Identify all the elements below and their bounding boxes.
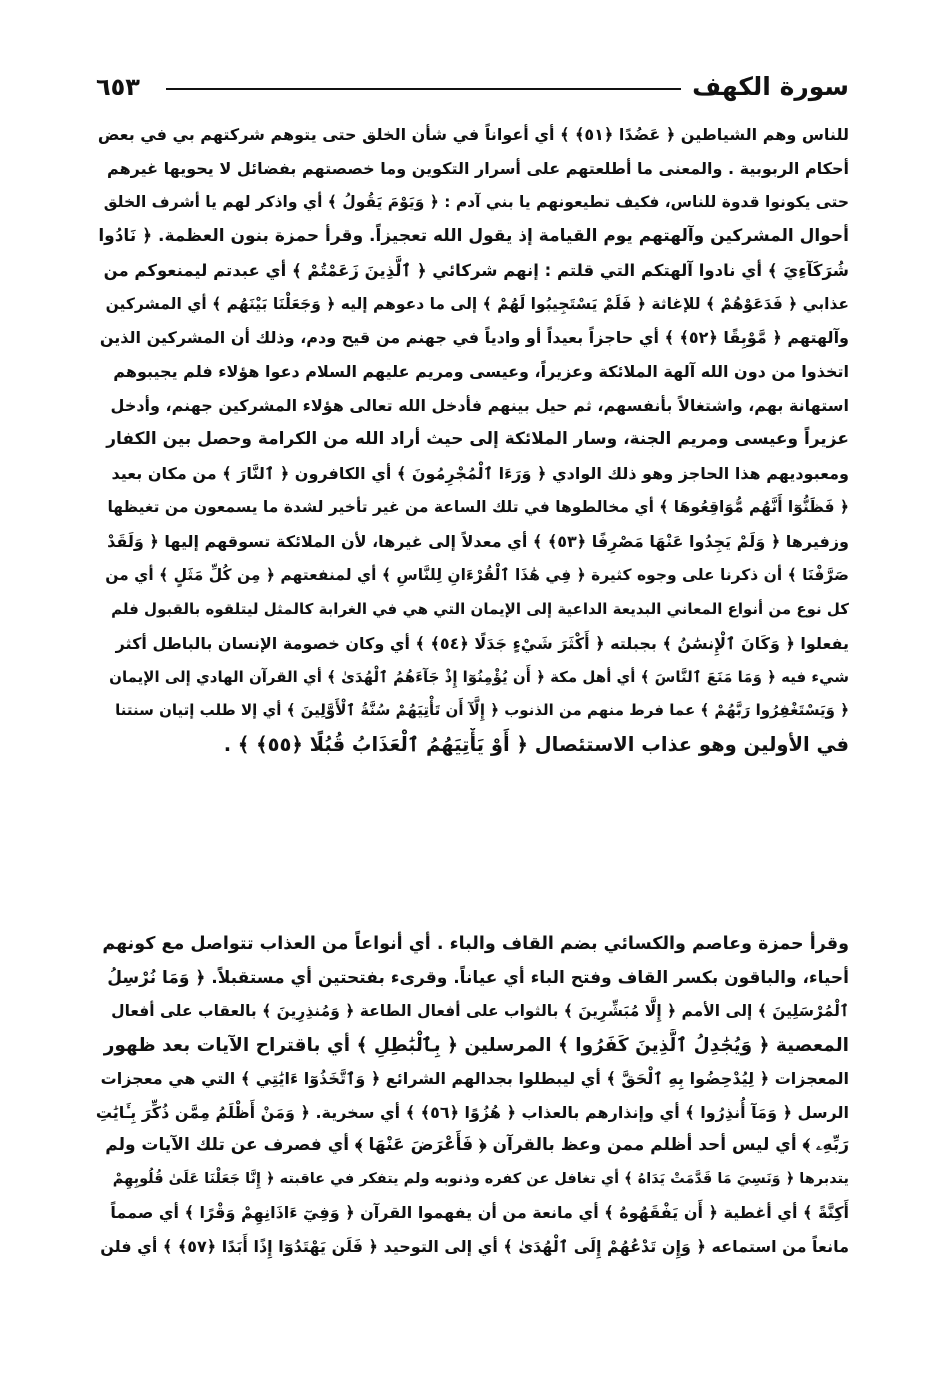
text-line: استهانة بهم، واشتغالاً بأنفسهم، ثم حيل بينهم فأدخل الله تعالى هؤلاء المشركين جهنم، وأدخل <box>110 396 849 416</box>
text-line: حتى يكونوا قدوة للناس، فكيف تطيعونهم يا بني آدم : ﴿ وَيَوْمَ يَقُولُ ﴾ أي واذكر لهم يا أشرف الخلق <box>103 192 849 211</box>
surah-title: سورة الكهف <box>692 72 849 101</box>
page-number: ٦٥٣ <box>96 73 140 101</box>
text-line: الرسل ﴿ وَمَآ أُنذِرُوا ﴾ أي وإنذارهم بالعذاب ﴿ هُزُوًا ﴿٥٦﴾ ﴾ أي سخرية. ﴿ وَمَنْ أَظْلَمُ مِمَّن ذُكِّرَ بِـَٔايَٰتِ <box>96 1102 849 1122</box>
text-line: مانعاً من استماعه ﴿ وَإِن تَدْعُهُمْ إِلَى ٱلْهُدَىٰ ﴾ أي إلى التوحيد ﴿ فَلَن يَهْتَدُوٓا إِذًا أَبَدًا ﴿٥٧﴾ ﴾ أي فلن <box>100 1236 849 1256</box>
page-header <box>96 68 849 108</box>
text-line: أحكام الربوبية . والمعنى ما أطلعتهم على أسرار التكوين وما خصصتهم بفضائل لا يحويها غيرهم <box>107 158 849 178</box>
text-line: وزفيرها ﴿ وَلَمْ يَجِدُوا عَنْهَا مَصْرِفًا ﴿٥٣﴾ ﴾ أي معدلاً إلى غيرها، لأن الملائكة تسوقهم إليها ﴿ وَلَقَدْ <box>107 531 849 551</box>
text-line: المعصية ﴿ وَيُجَٰدِلُ ٱلَّذِينَ كَفَرُوا ﴾ المرسلين ﴿ بِٱلْبَٰطِلِ ﴾ أي باقتراح الآيات بعد ظهور <box>103 1034 849 1056</box>
text-line: أَكِنَّةً ﴾ أي أغطية ﴿ أَن يَفْقَهُوهُ ﴾ أي مانعة من أن يفهموا القرآن ﴿ وَفِيٓ ءَاذَانِهِمْ وَقْرًا ﴾ أي صمماً <box>110 1203 849 1222</box>
text-line: كل نوع من أنواع المعاني البديعة الداعية إلى الإيمان التي هي في الغرابة كالمثل ليتلقوه بالقبول فلم <box>111 599 849 618</box>
text-line: عزيراً وعيسى ومريم الجنة، وسار الملائكة إلى حيث أراد الله من الكرامة وحصل بين الكفار <box>106 429 849 450</box>
text-line: ﴿ وَيَسْتَغْفِرُوا رَبَّهُمْ ﴾ عما فرط منهم من الذنوب ﴿ إِلَّآ أَن تَأْتِيَهُمْ سُنَّةُ ٱلْأَوَّلِينَ ﴾ أي إلا طلب إتيان سنتنا <box>115 701 849 720</box>
text-line: عذابي ﴿ فَدَعَوْهُمْ ﴾ للإغاثة ﴿ فَلَمْ يَسْتَجِيبُوا لَهُمْ ﴾ إلى ما دعوهم إليه ﴿ وَجَعَلْنَا بَيْنَهُم ﴾ أي المشركين <box>105 294 849 313</box>
text-line: للناس وهم الشياطين ﴿ عَضُدًا ﴿٥١﴾ ﴾ أي أعواناً في شأن الخلق حتى يتوهم شركتهم بي في بعض <box>97 125 849 144</box>
commentary-paragraph-2 <box>96 928 849 1263</box>
text-line: أحوال المشركين وآلهتهم يوم القيامة إذ يقول الله تعجيزاً. وقرأ حمزة بنون العظمة. ﴿ نَادُوا <box>98 225 849 246</box>
text-line: شيء فيه ﴿ وَمَا مَنَعَ ٱلنَّاسَ ﴾ أي أهل مكة ﴿ أَن يُؤْمِنُوٓا إِذْ جَآءَهُمُ ٱلْهُدَىٰ ﴾ أي القرآن الهادي إلى الإيمان <box>109 667 849 686</box>
text-line: ٱلْمُرْسَلِينَ ﴾ إلى الأمم ﴿ إِلَّا مُبَشِّرِينَ ﴾ بالثواب على أفعال الطاعة ﴿ وَمُنذِرِينَ ﴾ بالعقاب على أفعال <box>111 1002 849 1020</box>
text-line: المعجزات ﴿ لِيُدْحِضُوا بِهِ ٱلْحَقَّ ﴾ أي ليبطلوا بجدالهم الشرائع ﴿ وَٱتَّخَذُوٓا ءَايَٰتِي ﴾ التي هي معجزات <box>100 1069 849 1088</box>
header-rule <box>166 88 681 90</box>
text-line: وآلهتهم ﴿ مَّوْبِقًا ﴿٥٢﴾ ﴾ أي حاجزاً بعيداً أو وادياً في جهنم من قيح ودم، وذلك أن المشركين الذين <box>99 328 849 348</box>
text-line: وقرأ حمزة وعاصم والكسائي بضم القاف والباء . أي أنواعاً من العذاب تتواصل مع كونهم <box>102 934 849 954</box>
text-line: يتدبرها ﴿ وَنَسِيَ مَا قَدَّمَتْ يَدَاهُ ﴾ أي تغافل عن كفره وذنوبه ولم يتفكر في عاقبته ﴿ إِنَّا جَعَلْنَا عَلَىٰ قُلُوبِهِمْ <box>112 1170 849 1187</box>
text-line: رَبِّهِۦ ﴾ أي ليس أحد أظلم ممن وعظ بالقرآن ﴿ فَأَعْرَضَ عَنْهَا ﴾ أي فصرف عن تلك الآيات ولم <box>105 1135 849 1155</box>
text-line: شُرَكَآءِيَ ﴾ أي نادوا آلهتكم التي قلتم : إنهم شركائي ﴿ ٱلَّذِينَ زَعَمْتُمْ ﴾ أي عبدتم ليمنعوكم من <box>103 260 849 280</box>
text-line: ﴿ فَظَنُّوٓا أَنَّهُم مُّوَاقِعُوهَا ﴾ أي مخالطوها في تلك الساعة من غير تأخير لشدة ما يسمعون من تغيظها <box>107 497 849 516</box>
text-line: أحياء، والباقون بكسر القاف وفتح الباء أي عياناً. وقرىء بفتحتين أي مستقبلاً. ﴿ وَمَا نُرْسِلُ <box>107 967 849 988</box>
text-line: يفعلوا ﴿ وَكَانَ ٱلْإِنسَٰنُ ﴾ بجبلته ﴿ أَكْثَرَ شَيْءٍ جَدَلًا ﴿٥٤﴾ ﴾ أي وكان خصومة الإنسان بالباطل أكثر <box>115 633 849 653</box>
text-line: صَرَّفْنَا ﴾ أن ذكرنا على وجوه كثيرة ﴿ فِي هَٰذَا ٱلْقُرْءَانِ لِلنَّاسِ ﴾ أي لمنفعتهم ﴿ مِن كُلِّ مَثَلٍ ﴾ أي من <box>105 565 849 584</box>
text-line: ومعبوديهم هذا الحاجز وهو ذلك الوادي ﴿ وَرَءَا ٱلْمُجْرِمُونَ ﴾ أي الكافرون ﴿ ٱلنَّارَ ﴾ من مكان بعيد <box>111 464 849 484</box>
commentary-paragraph-1 <box>96 118 849 762</box>
text-line: في الأولين وهو عذاب الاستئصال ﴿ أَوْ يَأْتِيَهُمُ ٱلْعَذَابُ قُبُلًا ﴿٥٥﴾ ﴾ . <box>223 733 849 757</box>
text-line: اتخذوا من دون الله آلهة الملائكة وعزيراً، وعيسى ومريم عليهم السلام دعوا هؤلاء فلم يجيبوهم <box>113 362 849 382</box>
